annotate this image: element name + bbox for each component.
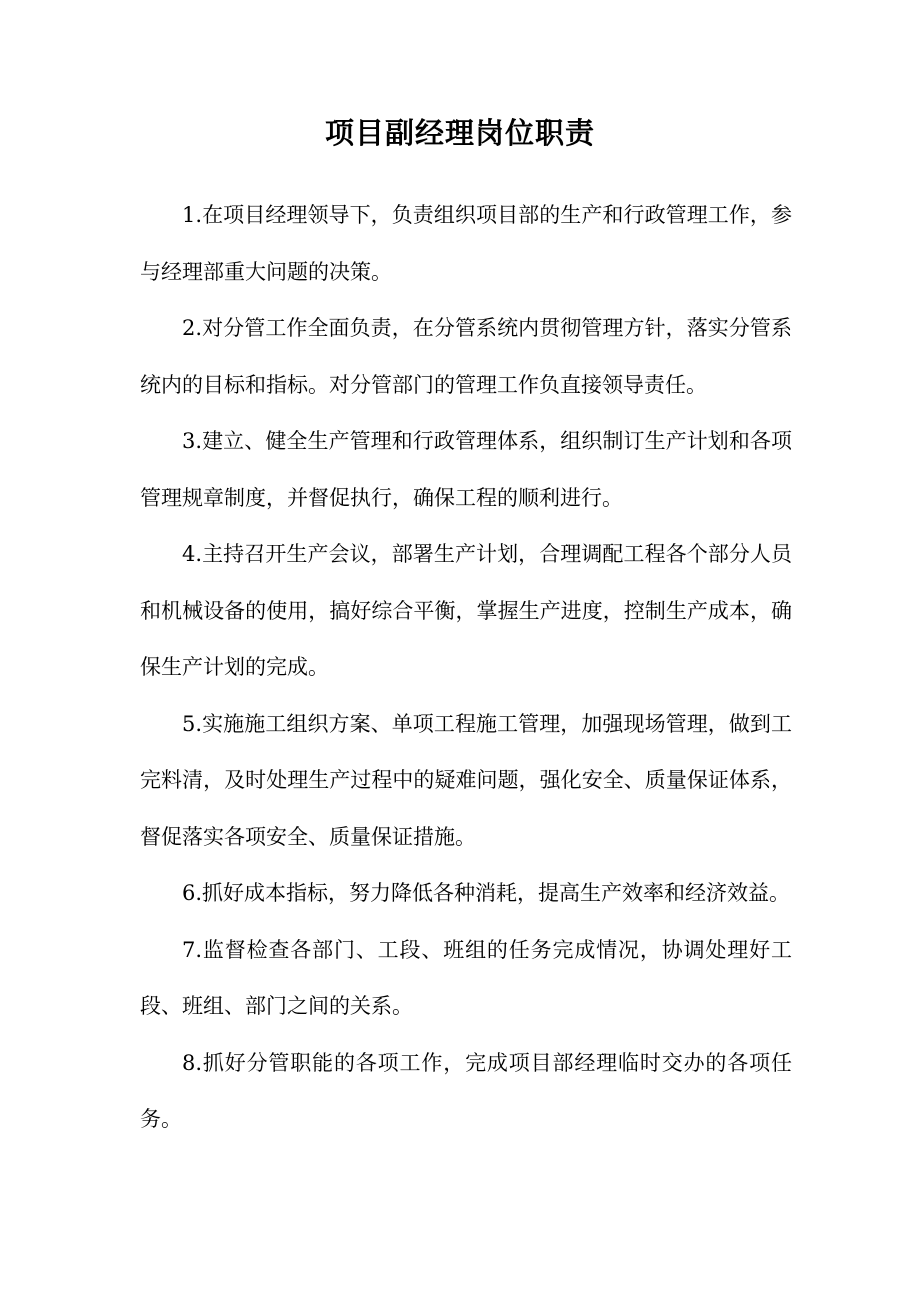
duty-paragraph-7: 7.监督检查各部门、工段、班组的任务完成情况，协调处理好工段、班组、部门之间的关系。 [140, 937, 792, 1018]
duty-paragraph-8: 8.抓好分管职能的各项工作，完成项目部经理临时交办的各项任务。 [140, 1050, 792, 1131]
document-body [140, 187, 792, 1148]
duty-paragraph-3: 3.建立、健全生产管理和行政管理体系，组织制订生产计划和各项管理规章制度，并督促执行，确保工程的顺利进行。 [140, 429, 792, 510]
duty-paragraph-2: 2.对分管工作全面负责，在分管系统内贯彻管理方针，落实分管系统内的目标和指标。对分管部门的管理工作负直接领导责任。 [140, 316, 792, 397]
duty-paragraph-1: 1.在项目经理领导下，负责组织项目部的生产和行政管理工作，参与经理部重大问题的决策。 [140, 203, 792, 284]
duty-paragraph-5: 5.实施施工组织方案、单项工程施工管理，加强现场管理，做到工完料清，及时处理生产过程中的疑难问题，强化安全、质量保证体系，督促落实各项安全、质量保证措施。 [140, 711, 792, 849]
duty-paragraph-6: 6.抓好成本指标，努力降低各种消耗，提高生产效率和经济效益。 [182, 881, 791, 905]
duty-paragraph-4: 4.主持召开生产会议，部署生产计划，合理调配工程各个部分人员和机械设备的使用，搞好综合平衡，掌握生产进度，控制生产成本，确保生产计划的完成。 [140, 542, 792, 679]
page-title: 项目副经理岗位职责 [324, 116, 595, 150]
